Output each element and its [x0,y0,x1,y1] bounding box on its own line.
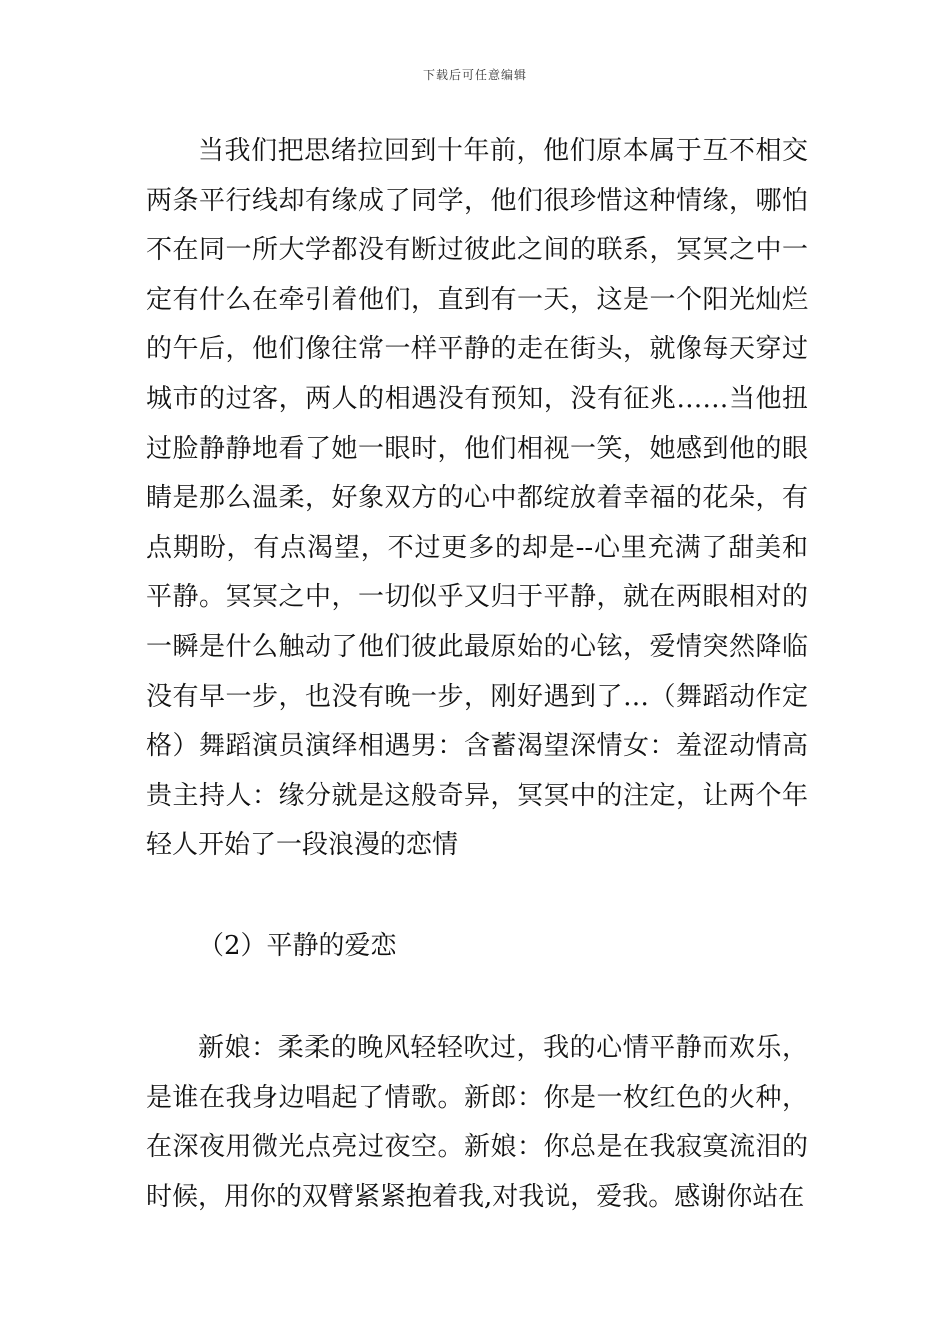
section-heading: （2）平静的爱恋 [198,931,397,961]
page-header-note: 下载后可任意编辑 [422,68,527,82]
body-paragraph-2: 新娘：柔柔的晚风轻轻吹过，我的心情平静而欢乐，是谁在我身边唱起了情歌。新郎：你是一枚红色的火种，在深夜用微光点亮过夜空。新娘：你总是在我寂寞流泪的时候，用你的双臂紧紧抱着我,对我说，爱我。感谢你站在 [146,1033,808,1212]
body-paragraph-1: 当我们把思绪拉回到十年前，他们原本属于互不相交两条平行线却有缘成了同学，他们很珍惜这种情缘，哪怕不在同一所大学都没有断过彼此之间的联系，冥冥之中一定有什么在牵引着他们，直到有一天，这是一个阳光灿烂的午后，他们像往常一样平静的走在街头，就像每天穿过城市的过客，两人的相遇没有预知，没有征兆……当他扭过脸静静地看了她一眼时，他们相视一笑，她感到他的眼睛是那么温柔，好象双方的心中都绽放着幸福的花朵，有点期盼，有点渴望，不过更多的却是--心里充满了甜美和平静。冥冥之中，一切似乎又归于平静，就在两眼相对的一瞬是什么触动了他们彼此最原始的心铉，爱情突然降临没有早一步，也没有晚一步，刚好遇到了…（舞蹈动作定格）舞蹈演员演绎相遇男：含蓄渴望深情女：羞涩动情高贵主持人：缘分就是这般奇异，冥冥中的注定，让两个年轻人开始了一段浪漫的恋情 [146,136,808,861]
